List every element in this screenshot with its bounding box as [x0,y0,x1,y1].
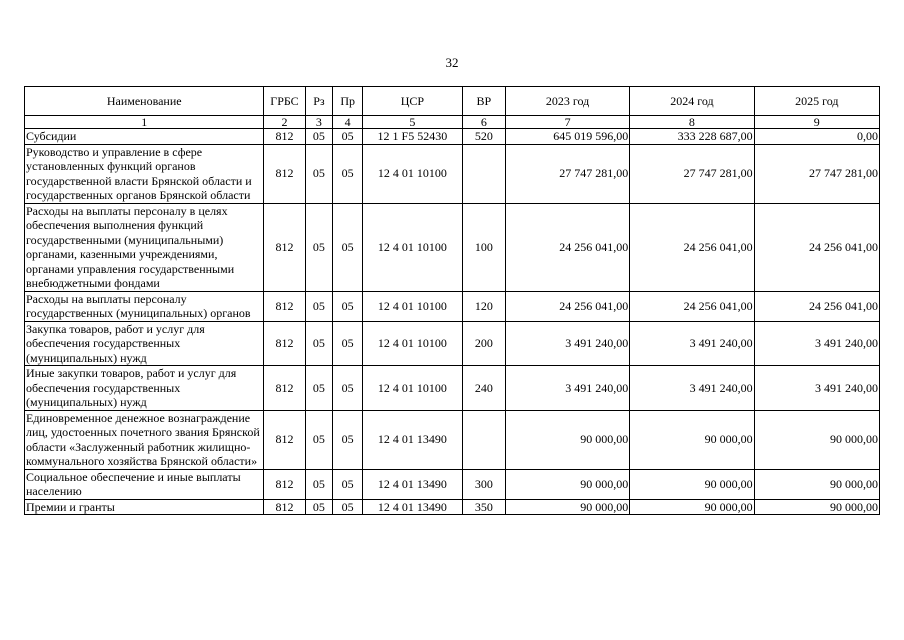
row-grbs: 812 [264,410,305,469]
row-2023: 90 000,00 [505,469,629,499]
row-2023: 90 000,00 [505,410,629,469]
row-pr: 05 [333,469,363,499]
header-grbs: ГРБС [264,87,305,116]
row-grbs: 812 [264,321,305,366]
row-rz: 05 [305,321,333,366]
row-pr: 05 [333,366,363,411]
row-pr: 05 [333,410,363,469]
header-rz: Рз [305,87,333,116]
header-row [25,87,880,116]
row-pr: 05 [333,321,363,366]
row-vr: 120 [462,291,505,321]
row-name: Расходы на выплаты персоналу государственных (муниципальных) органов [25,291,264,321]
row-2025: 90 000,00 [754,469,879,499]
column-number: 3 [305,116,333,129]
row-csr: 12 4 01 10100 [363,203,463,291]
row-rz: 05 [305,129,333,145]
row-name: Иные закупки товаров, работ и услуг для обеспечения государственных (муниципальных) нужд [25,366,264,411]
row-csr: 12 4 01 13490 [363,410,463,469]
row-name: Единовременное денежное вознаграждение лиц, удостоенных почетного звания Брянской области «Заслуженный работник жилищно-коммунального хозяйства Брянской области» [25,410,264,469]
row-csr: 12 4 01 10100 [363,366,463,411]
row-pr: 05 [333,129,363,145]
row-2024: 3 491 240,00 [630,321,754,366]
row-pr: 05 [333,144,363,203]
row-2023: 24 256 041,00 [505,291,629,321]
row-name: Закупка товаров, работ и услуг для обеспечения государственных (муниципальных) нужд [25,321,264,366]
row-vr: 350 [462,499,505,515]
header-2025: 2025 год [754,87,879,116]
row-vr: 300 [462,469,505,499]
row-2023: 3 491 240,00 [505,321,629,366]
table-row [25,203,880,291]
row-rz: 05 [305,203,333,291]
budget-table [24,86,880,515]
row-2023: 24 256 041,00 [505,203,629,291]
row-vr: 240 [462,366,505,411]
column-number: 8 [630,116,754,129]
row-2024: 3 491 240,00 [630,366,754,411]
row-2025: 3 491 240,00 [754,321,879,366]
row-2023: 645 019 596,00 [505,129,629,145]
row-rz: 05 [305,144,333,203]
row-rz: 05 [305,366,333,411]
row-2023: 3 491 240,00 [505,366,629,411]
row-grbs: 812 [264,366,305,411]
row-csr: 12 4 01 10100 [363,321,463,366]
row-rz: 05 [305,291,333,321]
header-name: Наименование [25,87,264,116]
row-name: Социальное обеспечение и иные выплаты населению [25,469,264,499]
row-2024: 24 256 041,00 [630,203,754,291]
row-grbs: 812 [264,291,305,321]
table-row [25,144,880,203]
row-name: Расходы на выплаты персоналу в целях обеспечения выполнения функций государственными (муниципальными) органами, казенными учреждениями, органами управления государственными внебюджетными фондами [25,203,264,291]
row-vr [462,410,505,469]
row-2024: 90 000,00 [630,410,754,469]
column-number: 4 [333,116,363,129]
row-2025: 0,00 [754,129,879,145]
row-vr: 200 [462,321,505,366]
row-grbs: 812 [264,144,305,203]
table-row [25,410,880,469]
header-pr: Пр [333,87,363,116]
table-row [25,291,880,321]
row-pr: 05 [333,291,363,321]
table-row [25,499,880,515]
row-2025: 24 256 041,00 [754,203,879,291]
row-pr: 05 [333,203,363,291]
row-csr: 12 4 01 13490 [363,499,463,515]
column-number-row [25,116,880,129]
row-grbs: 812 [264,499,305,515]
table-row [25,469,880,499]
table-row [25,321,880,366]
header-vr: ВР [462,87,505,116]
row-vr [462,144,505,203]
row-2025: 90 000,00 [754,410,879,469]
row-rz: 05 [305,499,333,515]
row-rz: 05 [305,410,333,469]
row-csr: 12 4 01 10100 [363,144,463,203]
row-2024: 27 747 281,00 [630,144,754,203]
row-pr: 05 [333,499,363,515]
row-2024: 90 000,00 [630,469,754,499]
row-vr: 100 [462,203,505,291]
row-csr: 12 1 F5 52430 [363,129,463,145]
header-2024: 2024 год [630,87,754,116]
table-row [25,129,880,145]
row-vr: 520 [462,129,505,145]
column-number: 1 [25,116,264,129]
header-2023: 2023 год [505,87,629,116]
row-rz: 05 [305,469,333,499]
row-name: Руководство и управление в сфере установленных функций органов государственной власти Брянской области и государственных органов Брянской области [25,144,264,203]
row-2025: 24 256 041,00 [754,291,879,321]
row-2023: 27 747 281,00 [505,144,629,203]
row-2024: 24 256 041,00 [630,291,754,321]
header-csr: ЦСР [363,87,463,116]
row-2025: 27 747 281,00 [754,144,879,203]
column-number: 6 [462,116,505,129]
row-name: Субсидии [25,129,264,145]
row-grbs: 812 [264,129,305,145]
row-2025: 3 491 240,00 [754,366,879,411]
row-csr: 12 4 01 10100 [363,291,463,321]
row-grbs: 812 [264,469,305,499]
row-2024: 333 228 687,00 [630,129,754,145]
row-name: Премии и гранты [25,499,264,515]
row-csr: 12 4 01 13490 [363,469,463,499]
column-number: 2 [264,116,305,129]
row-2025: 90 000,00 [754,499,879,515]
column-number: 7 [505,116,629,129]
row-2024: 90 000,00 [630,499,754,515]
column-number: 9 [754,116,879,129]
row-grbs: 812 [264,203,305,291]
column-number: 5 [363,116,463,129]
page-number: 32 [445,55,459,70]
row-2023: 90 000,00 [505,499,629,515]
table-row [25,366,880,411]
